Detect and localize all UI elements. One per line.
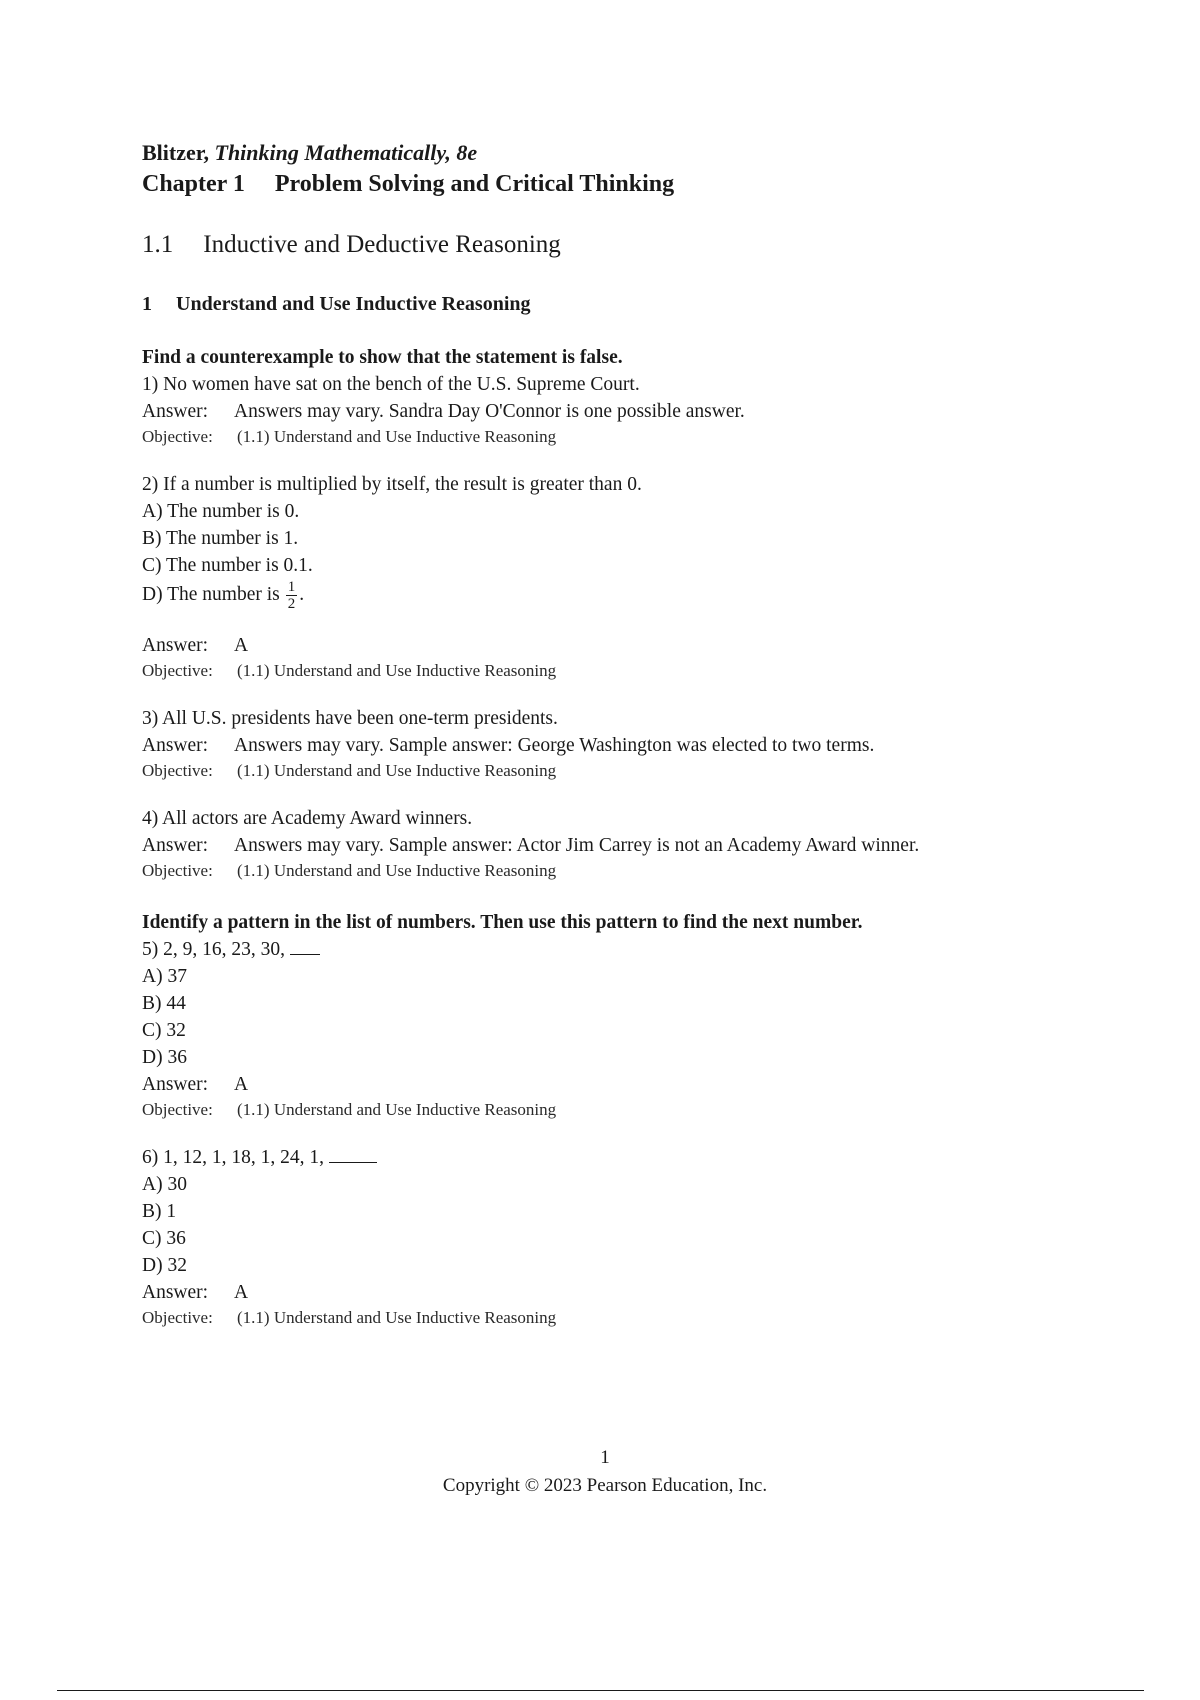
question-stem: 1) No women have sat on the bench of the U.S. Supreme Court.	[142, 374, 640, 395]
choice-a: A) 30	[142, 1174, 187, 1195]
objective-line	[142, 425, 1042, 449]
answer-blank	[290, 953, 320, 955]
question-5	[142, 936, 1042, 1122]
question-stem	[142, 1144, 1042, 1171]
objective-text: (1.1) Understand and Use Inductive Reasoning	[237, 1100, 557, 1119]
instruction-counterexample: Find a counterexample to show that the statement is false.	[142, 347, 623, 368]
choice-d-period: .	[299, 583, 305, 605]
fraction-denominator: 2	[287, 596, 296, 612]
answer-text: Answers may vary. Sample answer: George Washington was elected to two terms.	[234, 735, 875, 756]
instruction-pattern: Identify a pattern in the list of numbers. Then use this pattern to find the next number.	[142, 912, 863, 933]
question-6	[142, 1144, 1042, 1330]
answer-text: Answers may vary. Sandra Day O'Connor is one possible answer.	[234, 401, 745, 422]
answer-text: A	[234, 1074, 249, 1095]
answer-text: A	[234, 1282, 249, 1303]
objective-text: (1.1) Understand and Use Inductive Reasoning	[237, 427, 557, 446]
choice-b: B) The number is 1.	[142, 528, 299, 549]
fraction-one-half	[286, 579, 298, 612]
choice-b: B) 44	[142, 993, 186, 1014]
section-number: 1.1	[142, 231, 174, 258]
answer-line	[142, 1279, 1042, 1306]
answer-label: Answer:	[142, 835, 209, 856]
objective-label: Objective:	[142, 761, 213, 780]
question-stem: 2) If a number is multiplied by itself, the result is greater than 0.	[142, 474, 642, 495]
choice-c: C) 36	[142, 1228, 186, 1249]
objective-line	[142, 1306, 1042, 1330]
section-title: Inductive and Deductive Reasoning	[203, 231, 561, 258]
objective-line	[142, 659, 1042, 683]
chapter-label: Chapter 1	[142, 171, 245, 197]
question-4	[142, 805, 1042, 883]
answer-label: Answer:	[142, 735, 209, 756]
objective-number: 1	[142, 293, 152, 315]
chapter-title: Problem Solving and Critical Thinking	[274, 171, 675, 197]
objective-line	[142, 759, 1042, 783]
objective-text: (1.1) Understand and Use Inductive Reasoning	[237, 1308, 557, 1327]
document-page	[142, 138, 1042, 1330]
section-heading	[142, 228, 1042, 262]
answer-text: Answers may vary. Sample answer: Actor Jim Carrey is not an Academy Award winner.	[234, 835, 920, 856]
answer-label: Answer:	[142, 1282, 209, 1303]
answer-line	[142, 832, 1042, 859]
choice-c: C) The number is 0.1.	[142, 555, 313, 576]
choice-a: A) 37	[142, 966, 187, 987]
fraction-numerator: 1	[287, 579, 296, 595]
objective-label: Objective:	[142, 661, 213, 680]
answer-label: Answer:	[142, 1074, 209, 1095]
bottom-divider	[57, 1690, 1144, 1691]
book-title: Thinking Mathematically, 8e	[214, 140, 478, 165]
copyright-notice: Copyright © 2023 Pearson Education, Inc.	[442, 1475, 768, 1496]
objective-line	[142, 859, 1042, 883]
question-1	[142, 371, 1042, 449]
objective-title: Understand and Use Inductive Reasoning	[176, 293, 531, 315]
objective-label: Objective:	[142, 1308, 213, 1327]
choice-d: D) 32	[142, 1255, 187, 1276]
choice-d	[142, 579, 1042, 612]
answer-label: Answer:	[142, 401, 209, 422]
page-number: 1	[600, 1447, 610, 1468]
objective-text: (1.1) Understand and Use Inductive Reasoning	[237, 861, 557, 880]
answer-label: Answer:	[142, 635, 209, 656]
objective-text: (1.1) Understand and Use Inductive Reasoning	[237, 761, 557, 780]
author-name: Blitzer,	[142, 140, 209, 165]
answer-line	[142, 632, 1042, 659]
objective-label: Objective:	[142, 427, 213, 446]
objective-label: Objective:	[142, 861, 213, 880]
answer-line	[142, 732, 1042, 759]
question-2	[142, 471, 1042, 683]
answer-line	[142, 398, 1042, 425]
objective-heading	[142, 290, 1042, 318]
question-stem: 4) All actors are Academy Award winners.	[142, 808, 473, 829]
question-stem-text: 5) 2, 9, 16, 23, 30,	[142, 939, 285, 960]
objective-line	[142, 1098, 1042, 1122]
question-stem: 3) All U.S. presidents have been one-term presidents.	[142, 708, 558, 729]
choice-a: A) The number is 0.	[142, 501, 300, 522]
question-stem	[142, 936, 1042, 963]
answer-blank	[329, 1161, 377, 1163]
objective-label: Objective:	[142, 1100, 213, 1119]
answer-text: A	[234, 635, 249, 656]
book-header	[142, 138, 1042, 168]
question-stem-text: 6) 1, 12, 1, 18, 1, 24, 1,	[142, 1147, 324, 1168]
choice-c: C) 32	[142, 1020, 186, 1041]
choice-b: B) 1	[142, 1201, 177, 1222]
question-3	[142, 705, 1042, 783]
objective-text: (1.1) Understand and Use Inductive Reasoning	[237, 661, 557, 680]
choice-d: D) 36	[142, 1047, 187, 1068]
chapter-header	[142, 168, 1042, 200]
choice-d-text: D) The number is	[142, 583, 280, 605]
answer-line	[142, 1071, 1042, 1098]
